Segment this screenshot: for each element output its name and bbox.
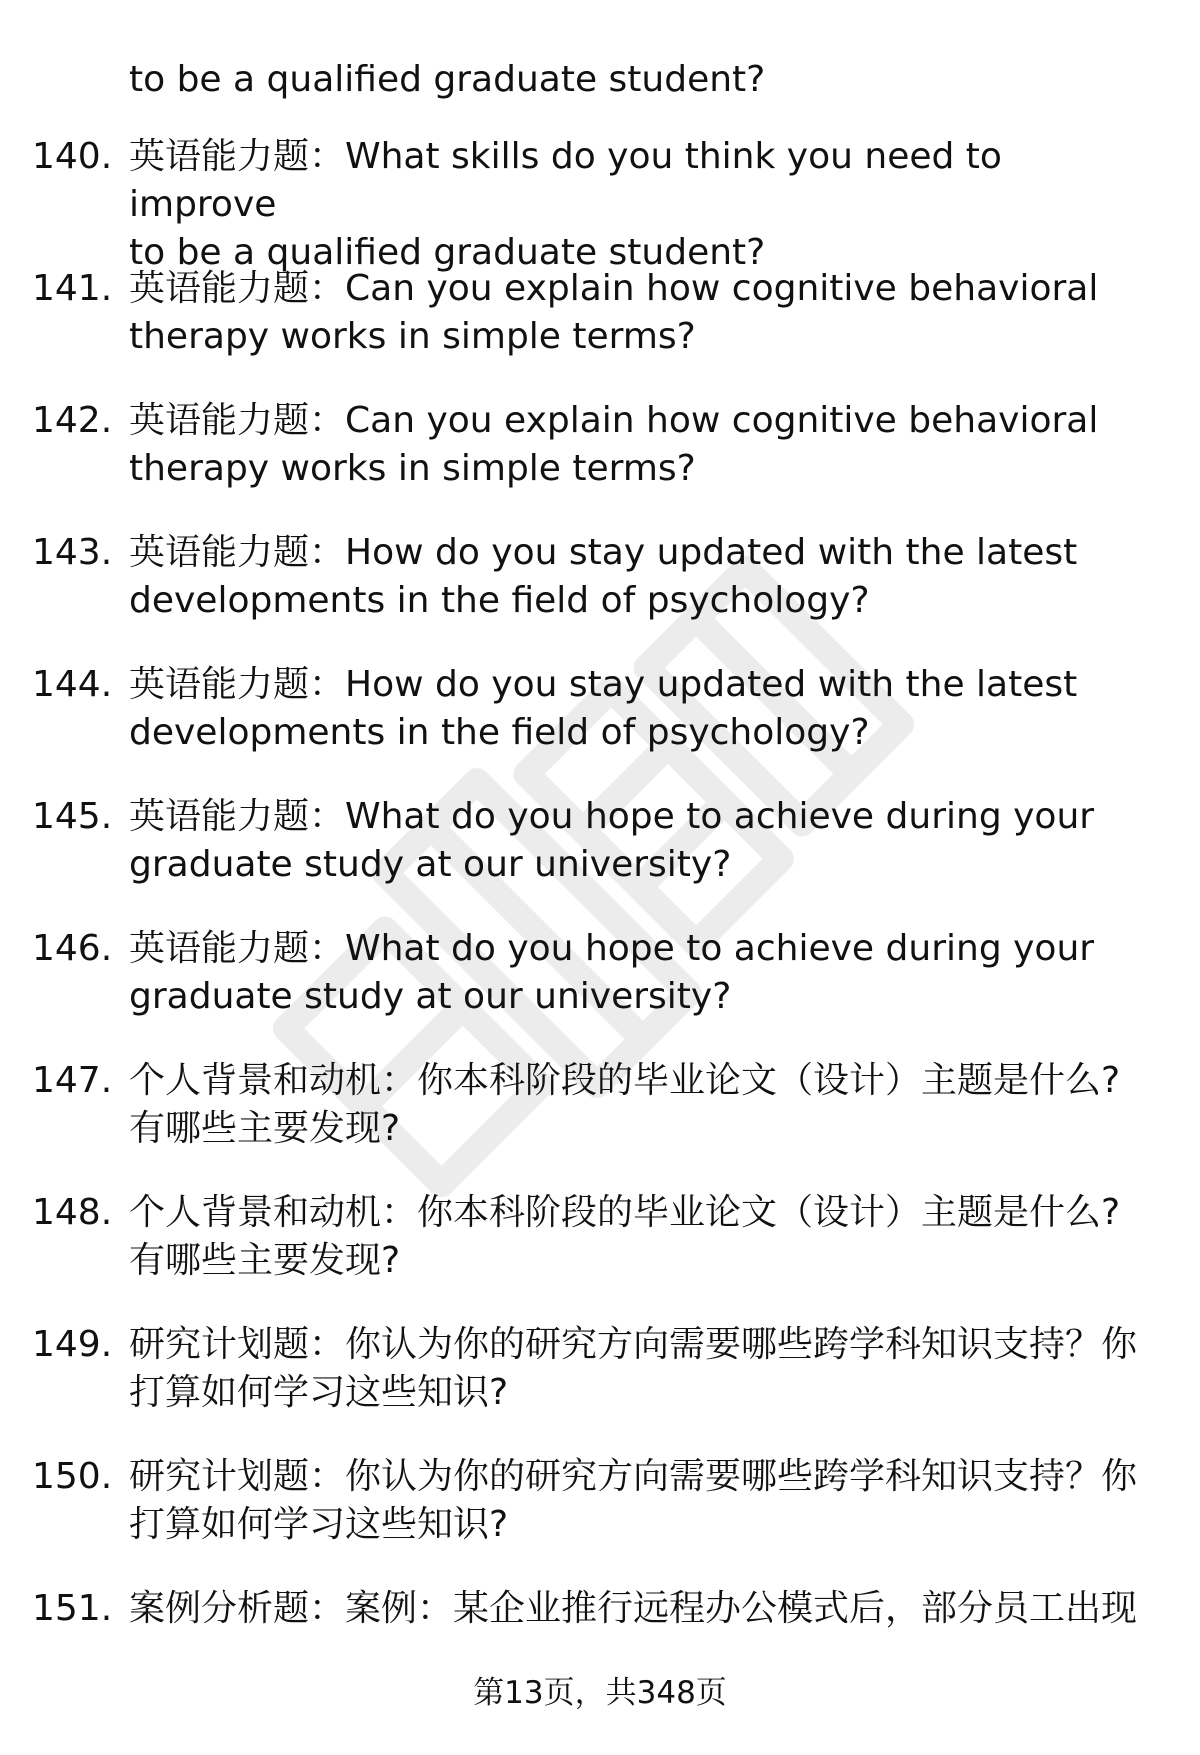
item-number: 148.	[32, 1192, 113, 1233]
item-text: 英语能力题：What do you hope to achieve during your graduate study at our university?	[129, 796, 1095, 885]
item-text: 英语能力题：What skills do you think you need to improve to be a qualified graduate student?	[129, 136, 1002, 273]
item-text: 英语能力题：How do you stay updated with the latest developments in the field of psychology?	[129, 532, 1078, 621]
item-number: 140.	[32, 136, 113, 177]
item-text: 个人背景和动机：你本科阶段的毕业论文（设计）主题是什么? 有哪些主要发现?	[129, 1060, 1121, 1149]
page-footer: 第13页，共348页	[473, 1675, 727, 1711]
continuation-line: to be a qualified graduate student?	[129, 59, 766, 100]
item-number: 146.	[32, 928, 113, 969]
item-number: 143.	[32, 532, 113, 573]
item-number: 142.	[32, 400, 113, 441]
item-text: 英语能力题：Can you explain how cognitive behavioral therapy works in simple terms?	[129, 400, 1099, 489]
item-number: 145.	[32, 796, 113, 837]
item-text: 英语能力题：Can you explain how cognitive behavioral therapy works in simple terms?	[129, 268, 1099, 357]
item-number: 144.	[32, 664, 113, 705]
item-text: 个人背景和动机：你本科阶段的毕业论文（设计）主题是什么? 有哪些主要发现?	[129, 1192, 1121, 1281]
item-number: 151.	[32, 1588, 113, 1629]
item-text: 研究计划题：你认为你的研究方向需要哪些跨学科知识支持？你 打算如何学习这些知识?	[129, 1324, 1138, 1413]
item-text: 英语能力题：What do you hope to achieve during your graduate study at our university?	[129, 928, 1095, 1017]
item-text: 案例分析题：案例：某企业推行远程办公模式后，部分员工出现	[129, 1588, 1138, 1629]
item-number: 147.	[32, 1060, 113, 1101]
item-number: 149.	[32, 1324, 113, 1365]
item-text: 研究计划题：你认为你的研究方向需要哪些跨学科知识支持？你 打算如何学习这些知识?	[129, 1456, 1138, 1545]
item-number: 141.	[32, 268, 113, 309]
item-number: 150.	[32, 1456, 113, 1497]
item-text: 英语能力题：How do you stay updated with the latest developments in the field of psychology?	[129, 664, 1078, 753]
